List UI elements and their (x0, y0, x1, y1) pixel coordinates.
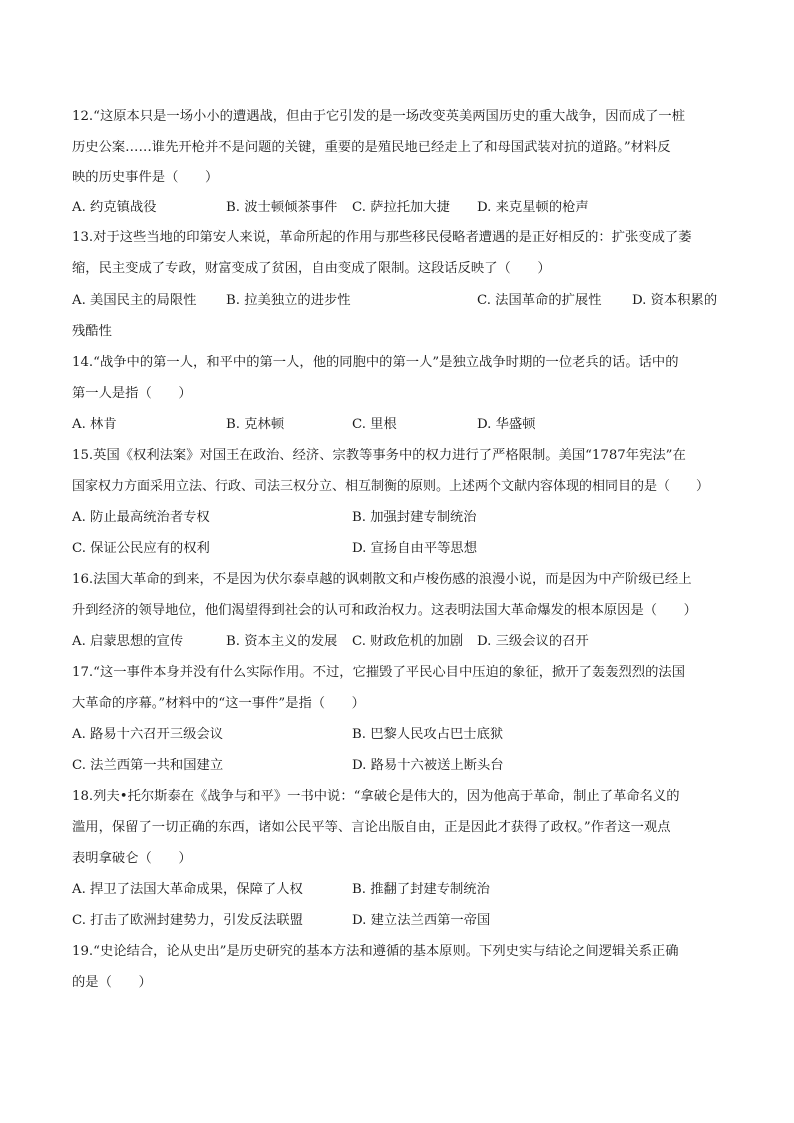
option-d-continuation: 残酷性 (72, 324, 112, 339)
question-text: 13.对于这些当地的印第安人来说，革命所起的作用与那些移民侵略者遭遇的是正好相反的：扩张变成了萎 (72, 230, 692, 245)
question-text: 升到经济的领导地位，他们渴望得到社会的认可和政治权力。这表明法国大革命爆发的根本原因是（ ） (72, 603, 697, 618)
question-text: 滥用，保留了一切正确的东西，诸如公民平等、言论出版自由，正是因此才获得了政权。”作者这一观点 (72, 820, 671, 835)
question-text: 17.“这一事件本身并没有什么实际作用。不过，它摧毁了平民心目中压迫的象征，掀开了轰轰烈烈的法国 (72, 665, 686, 680)
option-c[interactable]: C. 萨拉托加大捷 (352, 200, 450, 215)
question-text: 国家权力方面采用立法、行政、司法三权分立、相互制衡的原则。上述两个文献内容体现的相同目的是（ ） (72, 479, 710, 494)
option-a[interactable]: A. 美国民主的局限性 (72, 293, 197, 308)
option-c[interactable]: C. 法国革命的扩展性 (477, 293, 602, 308)
option-a[interactable]: A. 捍卫了法国大革命成果，保障了人权 (72, 882, 303, 897)
option-a[interactable]: A. 路易十六召开三级会议 (72, 727, 224, 742)
option-d[interactable]: D. 华盛顿 (477, 417, 536, 432)
option-b[interactable]: B. 资本主义的发展 (226, 634, 338, 649)
option-c[interactable]: C. 法兰西第一共和国建立 (72, 758, 224, 773)
option-c[interactable]: C. 打击了欧洲封建势力，引发反法联盟 (72, 913, 303, 928)
question-text: 历史公案……谁先开枪并不是问题的关键，重要的是殖民地已经走上了和母国武装对抗的道路。”材料反 (72, 140, 671, 155)
option-c[interactable]: C. 财政危机的加剧 (352, 634, 464, 649)
option-d[interactable]: D. 资本积累的 (632, 293, 718, 308)
option-b[interactable]: B. 巴黎人民攻占巴士底狱 (352, 727, 504, 742)
option-b[interactable]: B. 加强封建专制统治 (352, 510, 477, 525)
question-text: 缩，民主变成了专政，财富变成了贫困，自由变成了限制。这段话反映了（ ） (72, 261, 551, 276)
question-text: 第一人是指（ ） (72, 386, 192, 401)
question-text: 表明拿破仑（ ） (72, 851, 192, 866)
question-text: 12.“这原本只是一场小小的遭遇战，但由于它引发的是一场改变英美两国历史的重大战争，因而成了一桩 (72, 109, 686, 124)
question-text: 18.列夫•托尔斯泰在《战争与和平》一书中说：“拿破仑是伟大的，因为他高于革命，制止了革命名义的 (72, 789, 680, 804)
option-a[interactable]: A. 防止最高统治者专权 (72, 510, 210, 525)
question-text: 14.“战争中的第一人，和平中的第一人，他的同胞中的第一人”是独立战争时期的一位老兵的话。话中的 (72, 355, 679, 370)
option-a[interactable]: A. 约克镇战役 (72, 200, 157, 215)
option-a[interactable]: A. 林肯 (72, 417, 117, 432)
option-d[interactable]: D. 三级会议的召开 (477, 634, 589, 649)
option-d[interactable]: D. 建立法兰西第一帝国 (352, 913, 491, 928)
question-text: 映的历史事件是（ ） (72, 170, 219, 185)
option-b[interactable]: B. 拉美独立的进步性 (226, 293, 351, 308)
option-d[interactable]: D. 宣扬自由平等思想 (352, 541, 478, 556)
option-a[interactable]: A. 启蒙思想的宣传 (72, 634, 184, 649)
question-text: 15.英国《权利法案》对国王在政治、经济、宗教等事务中的权力进行了严格限制。美国“1787年宪法”在 (72, 448, 686, 463)
option-d[interactable]: D. 路易十六被送上断头台 (352, 758, 504, 773)
option-b[interactable]: B. 克林顿 (226, 417, 285, 432)
question-text: 19.“史论结合，论从史出”是历史研究的基本方法和遵循的基本原则。下列史实与结论之间逻辑关系正确 (72, 944, 679, 959)
option-b[interactable]: B. 波士顿倾茶事件 (226, 200, 338, 215)
question-text: 16.法国大革命的到来，不是因为伏尔泰卓越的讽刺散文和卢梭伤感的浪漫小说，而是因为中产阶级已经上 (72, 572, 692, 587)
option-b[interactable]: B. 推翻了封建专制统治 (352, 882, 490, 897)
question-text: 的是（ ） (72, 975, 152, 990)
question-text: 大革命的序幕。”材料中的“这一事件”是指（ ） (72, 696, 365, 711)
option-c[interactable]: C. 里根 (352, 417, 397, 432)
option-d[interactable]: D. 来克星顿的枪声 (477, 200, 589, 215)
option-c[interactable]: C. 保证公民应有的权利 (72, 541, 210, 556)
